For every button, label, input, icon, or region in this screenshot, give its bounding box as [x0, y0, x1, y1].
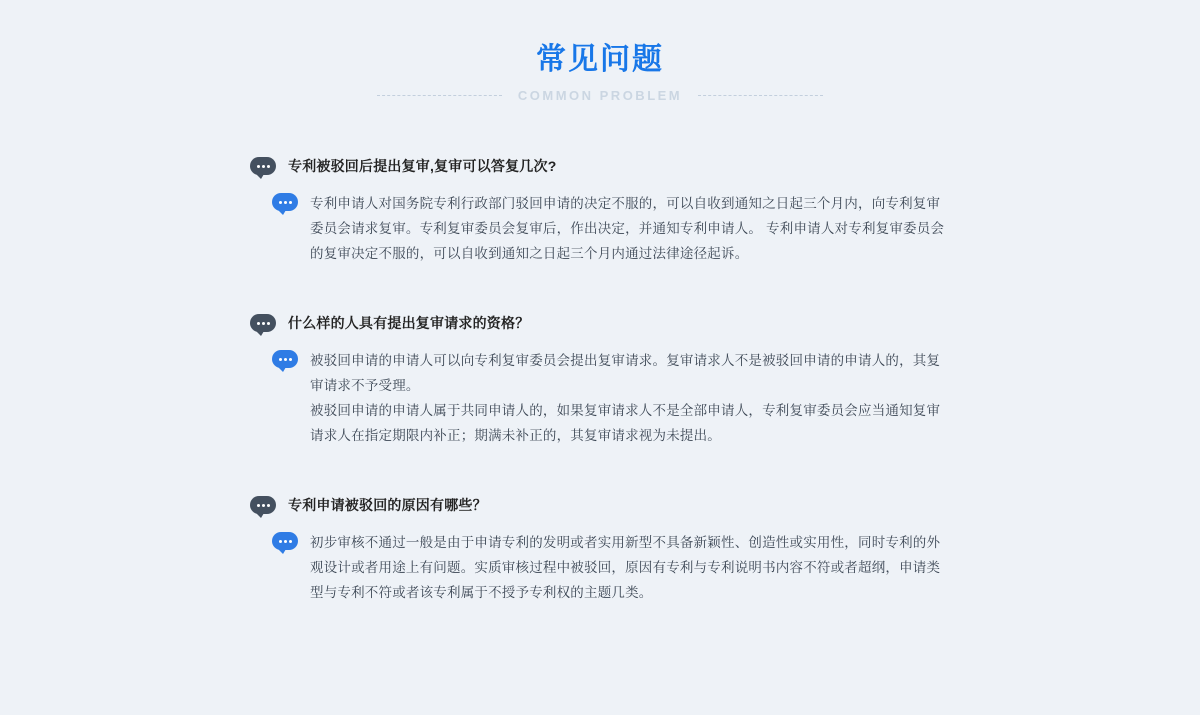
faq-question-text: 专利申请被驳回的原因有哪些？ [288, 497, 487, 513]
faq-answer-paragraph: 初步审核不通过一般是由于申请专利的发明或者实用新型不具备新颖性、创造性或实用性，同时专利的外观设计或者用途上有问题。实质审核过程中被驳回，原因有专利与专利说明书内容不符或者超纲，申请类型与专利不符或者该专利属于不授予专利权的主题几类。 [310, 535, 941, 600]
faq-answer-row [250, 191, 950, 266]
faq-answer-paragraph: 专利申请人对国务院专利行政部门驳回申请的决定不服的，可以自收到通知之日起三个月内，向专利复审委员会请求复审。专利复审委员会复审后，作出决定，并通知专利申请人。 专利申请人对专利复审委员会的复审决定不服的，可以自收到通知之日起三个月内通过法律途径起诉。 [310, 196, 945, 261]
chat-bubble-blue-icon [272, 193, 298, 211]
faq-answer-paragraph: 被驳回申请的申请人可以向专利复审委员会提出复审请求。复审请求人不是被驳回申请的申请人的，其复审请求不予受理。 [310, 353, 941, 393]
page-subtitle-row [0, 88, 1200, 103]
page-subtitle: COMMON PROBLEM [517, 88, 683, 103]
faq-question-row[interactable] [250, 494, 950, 516]
chat-bubble-dark-icon [250, 157, 276, 175]
chat-bubble-blue-icon [272, 532, 298, 550]
faq-question-row[interactable] [250, 155, 950, 177]
faq-question-text: 什么样的人具有提出复审请求的资格？ [288, 315, 530, 331]
faq-answer-text [310, 530, 950, 605]
faq-answer-row [250, 530, 950, 605]
chat-bubble-dark-icon [250, 496, 276, 514]
faq-item[interactable] [250, 312, 950, 448]
divider-left [377, 95, 502, 96]
faq-list [250, 103, 950, 605]
faq-item[interactable] [250, 155, 950, 266]
page-title: 常见问题 [536, 43, 664, 76]
divider-right [698, 95, 823, 96]
faq-answer-row [250, 348, 950, 448]
chat-bubble-blue-icon [272, 350, 298, 368]
faq-answer-text [310, 348, 950, 448]
faq-question-row[interactable] [250, 312, 950, 334]
faq-question-text: 专利被驳回后提出复审,复审可以答复几次? [288, 158, 557, 174]
faq-answer-text [310, 191, 950, 266]
faq-answer-paragraph: 被驳回申请的申请人属于共同申请人的，如果复审请求人不是全部申请人，专利复审委员会应当通知复审请求人在指定期限内补正；期满未补正的，其复审请求视为未提出。 [310, 403, 941, 443]
faq-item[interactable] [250, 494, 950, 605]
chat-bubble-dark-icon [250, 314, 276, 332]
page-header [0, 0, 1200, 103]
